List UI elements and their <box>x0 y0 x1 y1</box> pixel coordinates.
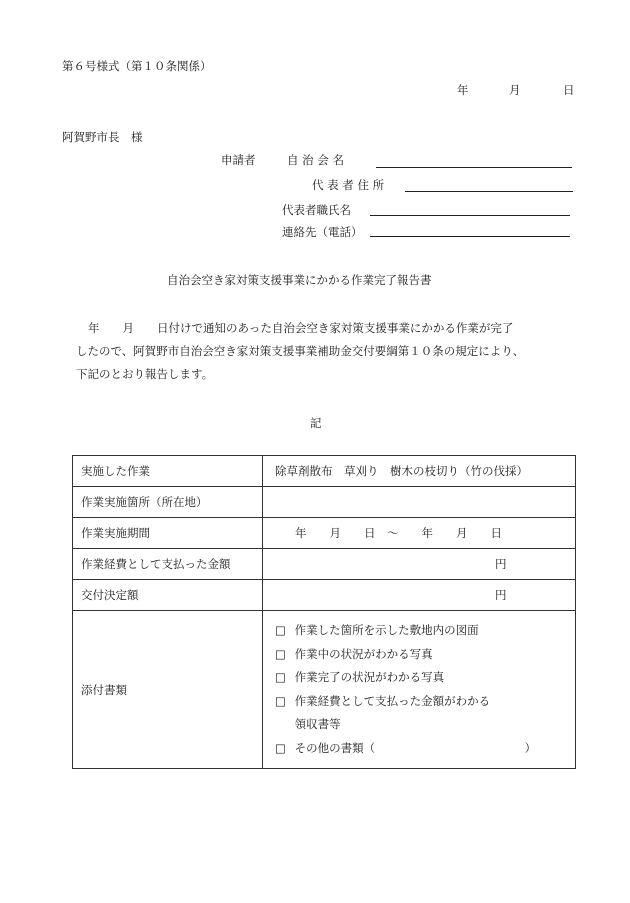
representative-title-name-field[interactable] <box>370 215 570 216</box>
table-row <box>73 487 576 518</box>
attachment-label-continued: 領収書等 <box>294 717 341 731</box>
applicant-label: 申請者 <box>221 153 256 167</box>
list-item <box>275 643 575 667</box>
list-item <box>275 690 575 714</box>
table-row <box>73 518 576 549</box>
attachment-label: その他の書類（ ） <box>294 740 537 755</box>
date-year: 年 <box>457 83 469 97</box>
work-performed-value: 除草剤散布 草刈り 樹木の枝切り（竹の伐採） <box>263 456 576 487</box>
row-label: 作業実施期間 <box>73 518 263 549</box>
attachment-label: 作業完了の状況がわかる写真 <box>294 670 445 684</box>
work-period-value[interactable]: 年 月 日 ～ 年 月 日 <box>263 518 576 549</box>
report-table <box>72 455 576 769</box>
list-item-continuation <box>275 713 575 737</box>
date-day: 日 <box>563 83 575 97</box>
table-row <box>73 456 576 487</box>
attachment-label: 作業経費として支払った金額がわかる <box>294 693 491 708</box>
table-row <box>73 611 576 769</box>
representative-address-field[interactable] <box>405 191 573 192</box>
attachment-label: 作業中の状況がわかる写真 <box>294 646 433 661</box>
checkbox-icon[interactable]: □ <box>275 670 286 684</box>
association-name-field[interactable] <box>376 167 572 168</box>
checkbox-icon[interactable]: □ <box>275 646 286 661</box>
date-month: 月 <box>509 83 521 97</box>
body-line-3: 下記のとおり報告します。 <box>76 367 214 381</box>
row-label: 作業経費として支払った金額 <box>73 549 263 580</box>
list-item <box>275 737 575 761</box>
contact-phone-field[interactable] <box>370 236 570 237</box>
checkbox-icon[interactable]: □ <box>275 740 286 755</box>
checkbox-icon[interactable]: □ <box>275 623 286 637</box>
form-number: 第６号様式（第１０条関係） <box>62 59 212 73</box>
expense-amount-value[interactable]: 円 <box>263 549 576 580</box>
contact-phone-label: 連絡先（電話） <box>282 225 363 239</box>
table-row <box>73 549 576 580</box>
association-name-label: 自 治 会 名 <box>287 153 344 167</box>
attachments-list <box>267 611 575 768</box>
attachments-cell <box>263 611 576 769</box>
row-label: 交付決定額 <box>73 580 263 611</box>
attachment-label: 作業した箇所を示した敷地内の図面 <box>294 623 479 637</box>
body-paragraph <box>76 317 576 386</box>
row-label: 作業実施箇所（所在地） <box>73 487 263 518</box>
grant-decision-amount-value[interactable]: 円 <box>263 580 576 611</box>
representative-title-name-label: 代表者職氏名 <box>282 203 351 217</box>
checkbox-icon[interactable]: □ <box>275 693 286 708</box>
list-item <box>275 666 575 690</box>
table-row <box>73 580 576 611</box>
attachments-label: 添付書類 <box>73 611 263 769</box>
addressee: 阿賀野市長 様 <box>62 130 143 144</box>
row-label: 実施した作業 <box>73 456 263 487</box>
list-item <box>275 619 575 643</box>
representative-address-label: 代 表 者 住 所 <box>312 178 385 192</box>
document-title: 自治会空き家対策支援事業にかかる作業完了報告書 <box>167 273 432 287</box>
body-line-2: したので、阿賀野市自治会空き家対策支援事業補助金交付要綱第１０条の規定により、 <box>76 344 525 358</box>
work-location-value[interactable] <box>263 487 576 518</box>
body-line-1: 年 月 日付けで通知のあった自治会空き家対策支援事業にかかる作業が完了 <box>88 321 514 335</box>
ki-heading: 記 <box>310 416 322 430</box>
